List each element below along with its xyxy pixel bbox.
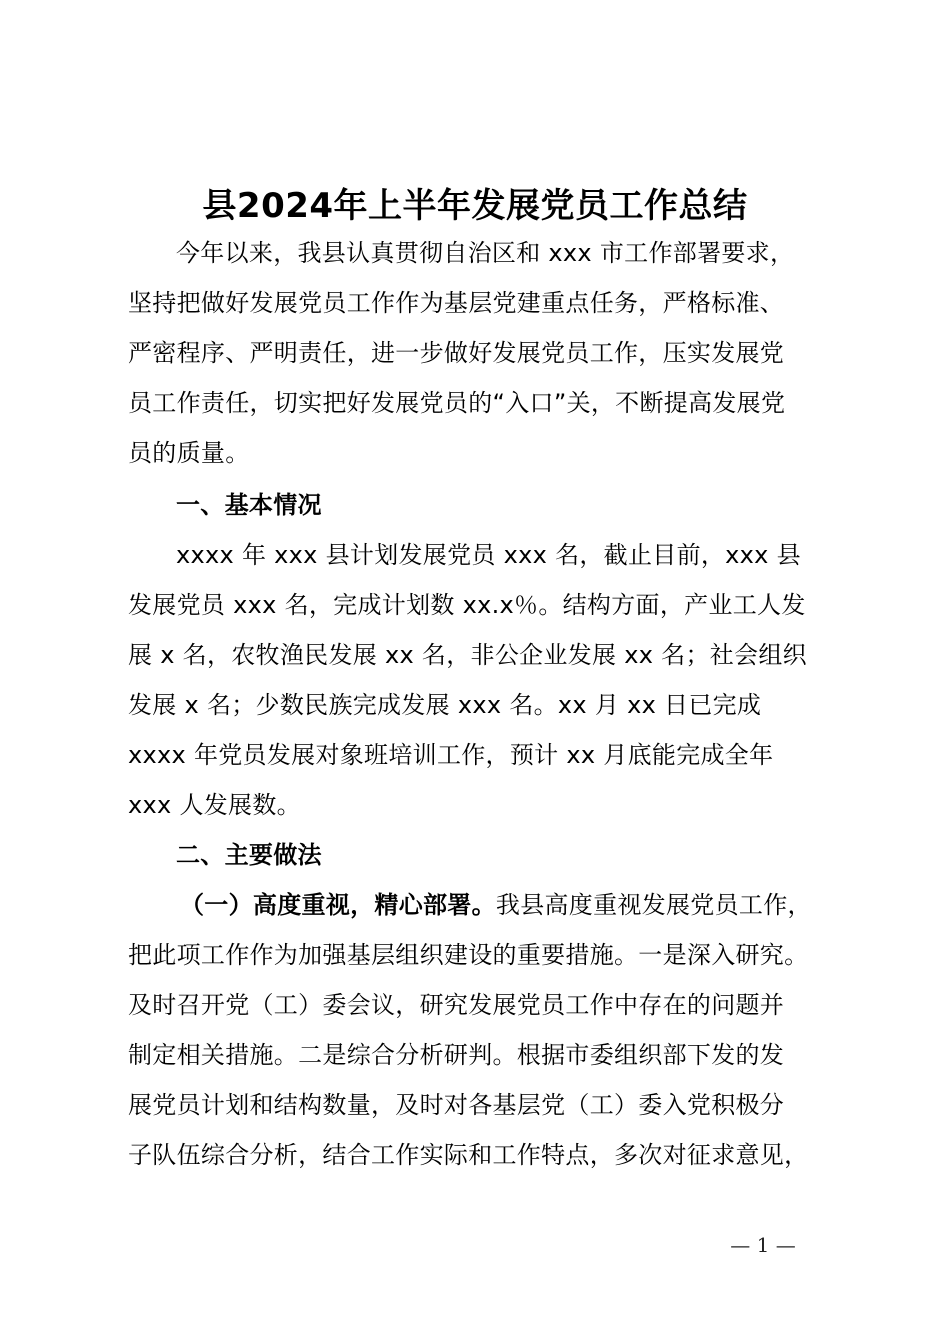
section2-line-3: 制定相关措施。二是综合分析研判。根据市委组织部下发的发 — [128, 1041, 785, 1069]
intro-line-4: 员工作责任，切实把好发展党员的“入口”关，不断提高发展党 — [128, 389, 786, 417]
intro-line-1: 今年以来，我县认真贯彻自治区和 xxx 市工作部署要求， — [176, 239, 795, 267]
section1-line-6: xxx 人发展数。 — [128, 791, 301, 819]
section1-line-2: 发展党员 xxx 名，完成计划数 xx.x％。结构方面，产业工人发 — [128, 591, 806, 619]
intro-line-5: 员的质量。 — [128, 439, 250, 467]
subsection-1-text: 我县高度重视发展党员工作， — [495, 891, 812, 919]
section1-line-4: 发展 x 名；少数民族完成发展 xxx 名。xx 月 xx 日已完成 — [128, 691, 762, 719]
subsection-1-title: （一）高度重视，精心部署。 — [180, 891, 496, 919]
intro-line-2: 坚持把做好发展党员工作作为基层党建重点任务，严格标准、 — [128, 289, 785, 317]
section2-line-2: 及时召开党（工）委会议，研究发展党员工作中存在的问题并 — [128, 991, 785, 1019]
section2-line-4: 展党员计划和结构数量，及时对各基层党（工）委入党积极分 — [128, 1091, 785, 1119]
intro-line-3: 严密程序、严明责任，进一步做好发展党员工作，压实发展党 — [128, 339, 785, 367]
page-number: — 1 — — [730, 1233, 796, 1257]
section1-line-1: xxxx 年 xxx 县计划发展党员 xxx 名，截止目前，xxx 县 — [176, 541, 801, 569]
document-title: 县2024年上半年发展党员工作总结 — [202, 186, 748, 226]
section1-line-5: xxxx 年党员发展对象班培训工作，预计 xx 月底能完成全年 — [128, 741, 774, 769]
section2-line-1: 把此项工作作为加强基层组织建设的重要措施。一是深入研究。 — [128, 941, 809, 969]
section2-line-5: 子队伍综合分析，结合工作实际和工作特点，多次对征求意见， — [128, 1141, 809, 1169]
section-heading-methods: 二、主要做法 — [176, 841, 322, 869]
subsection-1-line — [180, 880, 852, 930]
section1-line-3: 展 x 名，农牧渔民发展 xx 名，非公企业发展 xx 名；社会组织 — [128, 641, 807, 669]
section-heading-basic: 一、基本情况 — [176, 491, 322, 519]
